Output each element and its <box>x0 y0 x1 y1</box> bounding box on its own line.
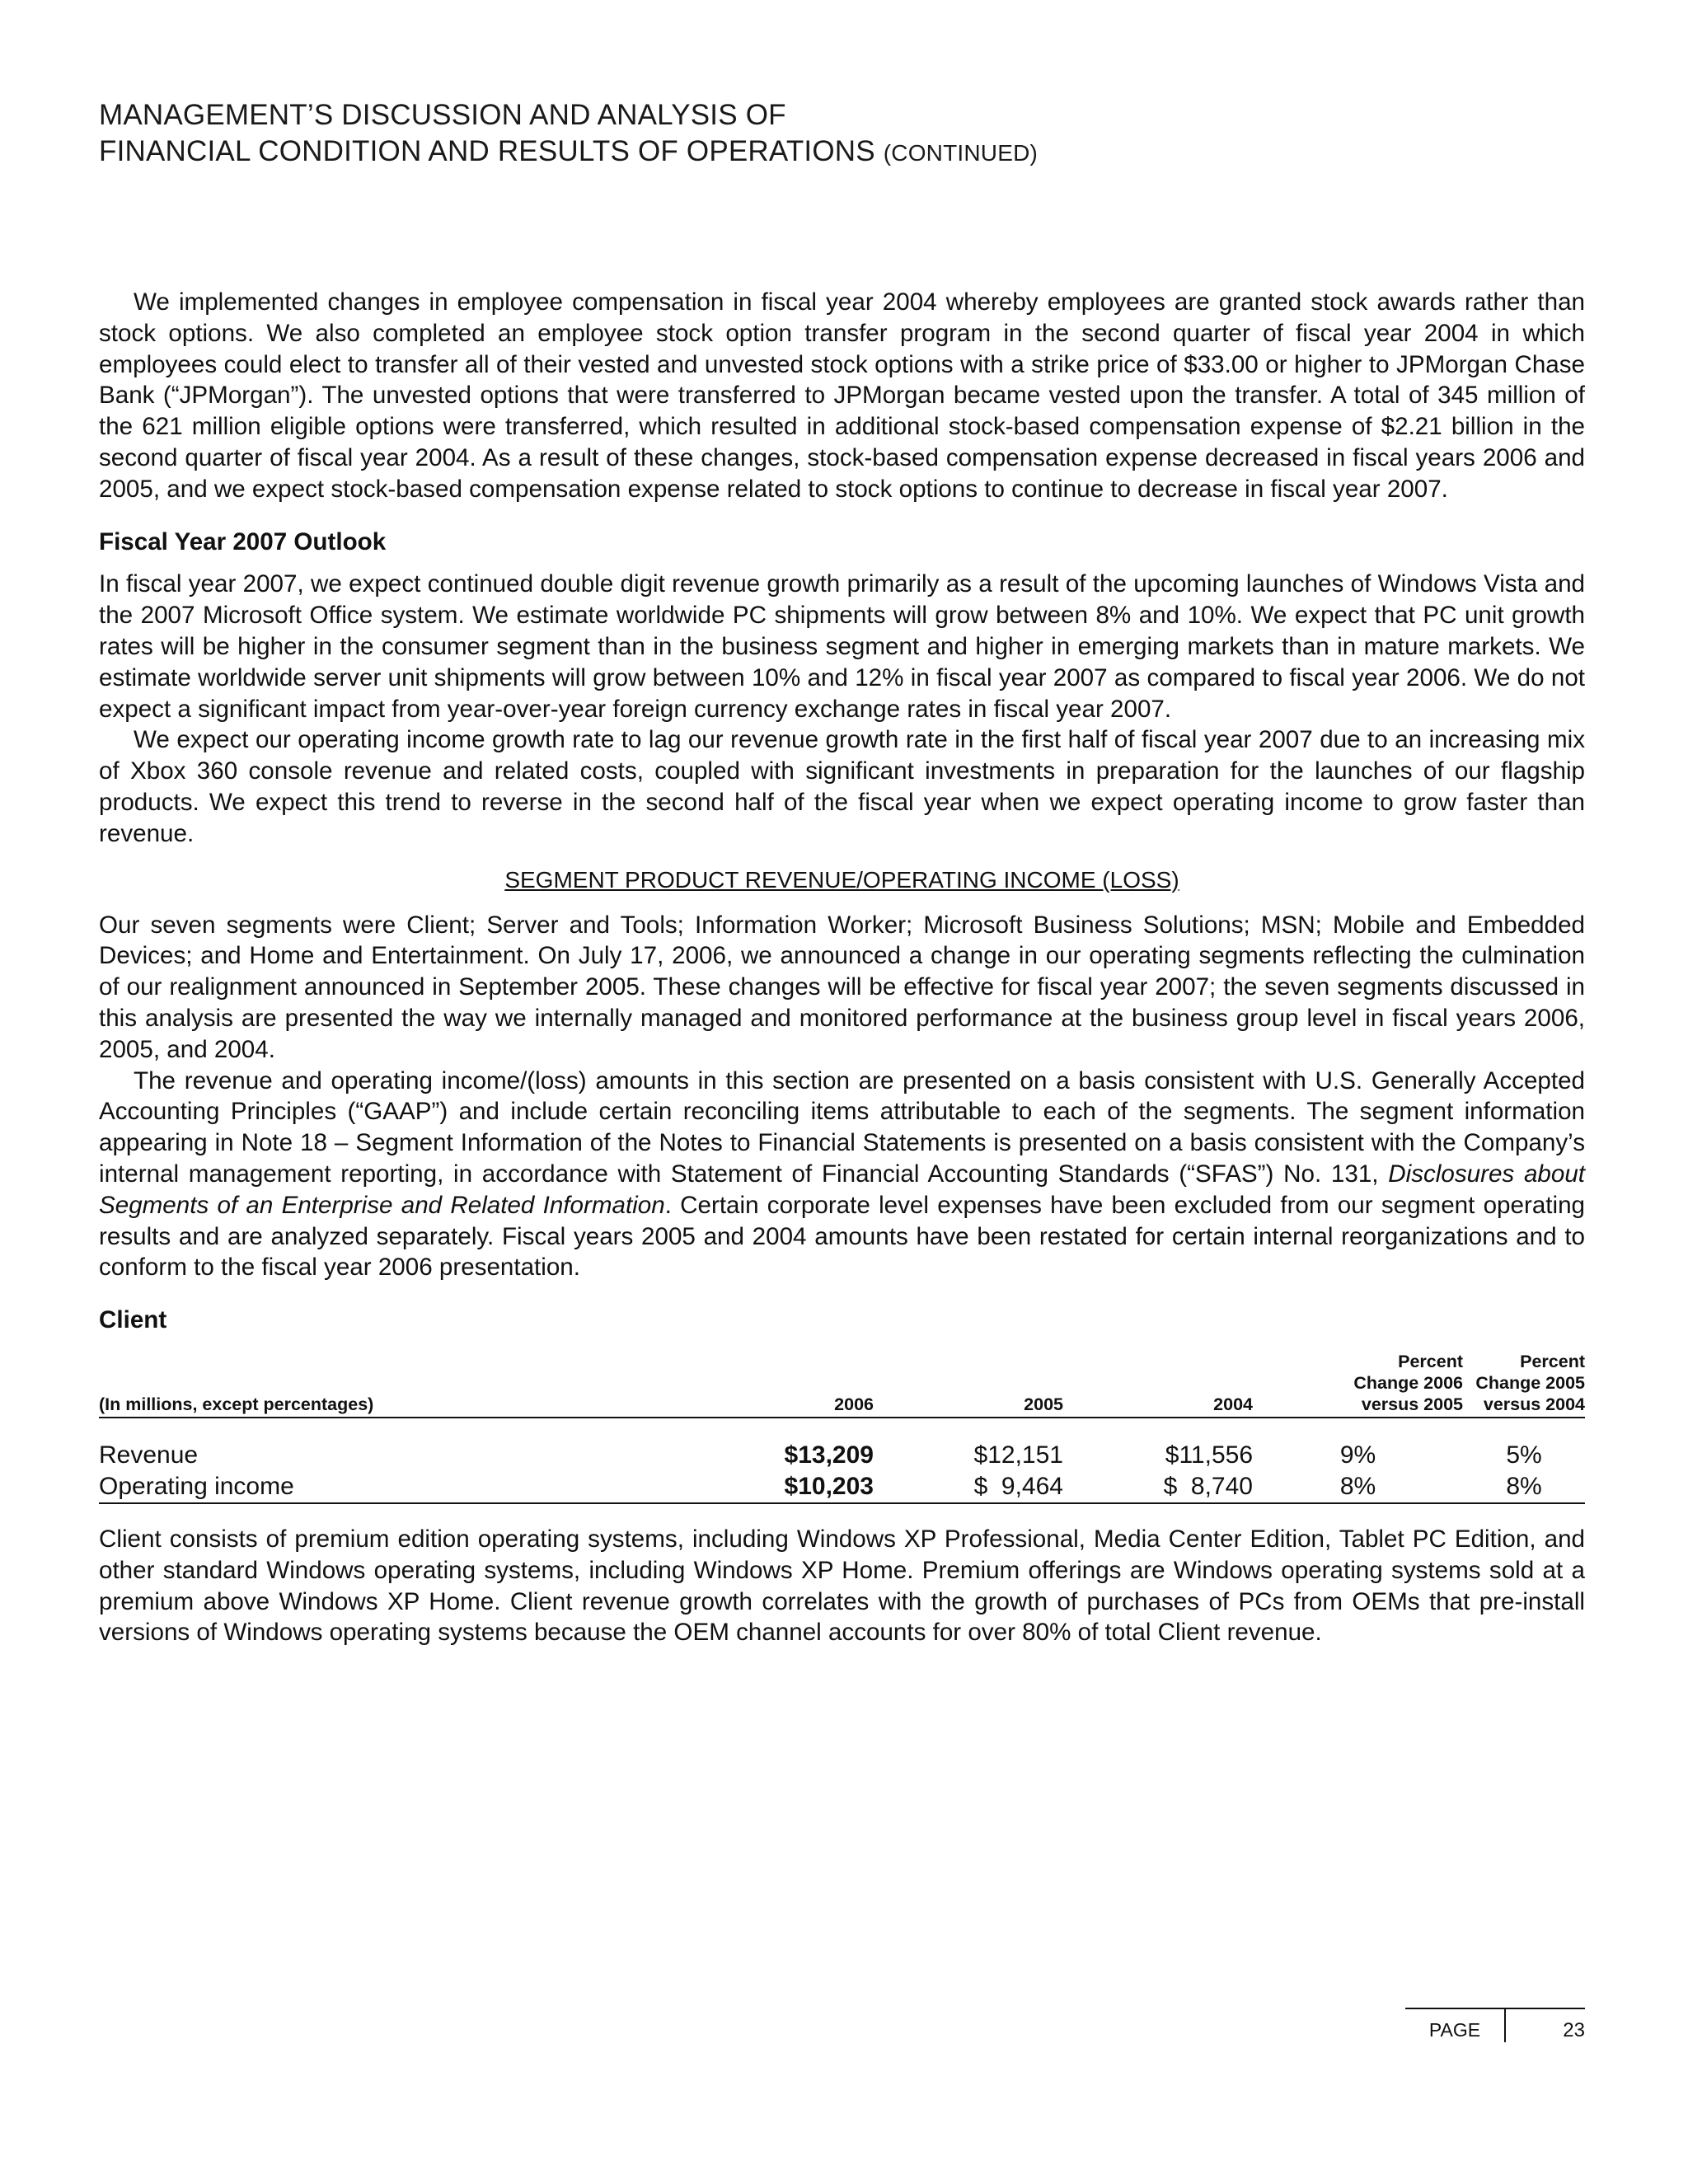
client-heading: Client <box>99 1306 167 1334</box>
row-label: Revenue <box>99 1441 199 1469</box>
table-row <box>99 1471 1585 1503</box>
pct-change-2: 5% <box>1506 1441 1542 1469</box>
row-label: Operating income <box>99 1471 692 1503</box>
value-2005: $ 9,464 <box>874 1471 1063 1503</box>
pct-change-2006-header: Percent Change 2006 versus 2005 <box>1253 1351 1463 1418</box>
segment-paragraph-1: Our seven segments were Client; Server and Tools; Information Worker; Microsoft Business Solutions; MSN; Mobile and Embedded Devices; and Home and Entertainment. On July 17, 2006, we announced a change in our operating segments reflecting the culmination of our realignment announced in September 2005. These changes will be effective for fiscal year 2007; the seven segments discussed in this analysis are presented the way we internally managed and monitored performance at the business group level in fiscal years 2006, 2005, and 2004. <box>99 911 1585 1063</box>
intro-paragraph: We implemented changes in employee compensation in fiscal year 2004 whereby employees are granted stock awards rather than stock options. We also completed an employee stock option transfer program in the second quarter of fiscal year 2004 in which employees could elect to transfer all of their vested and unvested stock options with a strike price of $33.00 or higher to JPMorgan Chase Bank (“JPMorgan”). The unvested options that were transferred to JPMorgan became vested upon the transfer. A total of 345 million of the 621 million eligible options were transferred, which resulted in additional stock-based compensation expense of $2.21 billion in the second quarter of fiscal year 2004. As a result of these changes, stock-based compensation expense decreased in fiscal years 2006 and 2005, and we expect stock-based compensation expense related to stock options to continue to decrease in fiscal year 2007. <box>99 288 1585 503</box>
page-label: PAGE <box>1428 2019 1481 2041</box>
sfas-title: Disclosures about Segments of an Enterprise and Related Information <box>99 1160 1586 1219</box>
col-2004-header: 2004 <box>1063 1351 1253 1418</box>
value-2004: $11,556 <box>1165 1441 1253 1469</box>
header-continued: (CONTINUED) <box>883 140 1039 166</box>
outlook-paragraph-1: In fiscal year 2007, we expect continued double digit revenue growth primarily as a result of the upcoming launches of Windows Vista and the 2007 Microsoft Office system. We estimate worldwide PC shipments will grow between 8% and 10%. We expect that PC unit growth rates will be higher in the consumer segment than in the business segment and higher in emerging markets than in mature markets. We estimate worldwide server unit shipments will grow between 10% and 12% in fiscal year 2007 as compared to fiscal year 2006. We do not expect a significant impact from year-over-year foreign currency exchange rates in fiscal year 2007. <box>99 570 1585 723</box>
client-table <box>99 1351 1585 1504</box>
value-2006: $13,209 <box>784 1441 874 1469</box>
table-label-header: (In millions, except percentages) <box>99 1351 692 1418</box>
document-body <box>99 287 1585 1648</box>
pct-change-1: 9% <box>1339 1441 1376 1469</box>
table-header-row <box>99 1351 1585 1418</box>
pct-change-2: 8% <box>1463 1471 1585 1503</box>
segment-paragraph-2-a: The revenue and operating income/(loss) amounts in this section are presented on a basis consistent with U.S. Generally Accepted Accounting Principles (“GAAP”) and include certain reconciling items attributable to each of the segments. The segment information appearing in Note 18 – Segment Information of the Notes to Financial Statements is presented on a basis consistent with the Company’s internal management reporting, in accordance with Statement of Financial Accounting Standards (“SFAS”) No. 131, <box>99 1066 1585 1188</box>
outlook-heading: Fiscal Year 2007 Outlook <box>99 527 387 555</box>
segment-paragraph-2-b: . Certain corporate level expenses have been excluded from our segment operating results and are analyzed separately. Fiscal years 2005 and 2004 amounts have been restated for certain internal reorganizations and to conform to the fiscal year 2006 presentation. <box>99 1191 1585 1282</box>
outlook-paragraph-2: We expect our operating income growth rate to lag our revenue growth rate in the first half of fiscal year 2007 due to an increasing mix of Xbox 360 console revenue and related costs, coupled with significant investments in preparation for the launches of our flagship products. We expect this trend to reverse in the second half of the fiscal year when we expect operating income to grow faster than revenue. <box>99 726 1585 847</box>
page-footer <box>1405 2008 1585 2049</box>
value-2006: $10,203 <box>692 1471 874 1503</box>
value-2004: $ 8,740 <box>1063 1471 1253 1503</box>
col-2005-header: 2005 <box>874 1351 1063 1418</box>
segment-paragraph-2 <box>99 1066 1585 1284</box>
col-2006-header: 2006 <box>692 1351 874 1418</box>
page-header <box>99 97 1585 171</box>
client-paragraph: Client consists of premium edition operating systems, including Windows XP Professional, Media Center Edition, Tablet PC Edition, and other standard Windows operating systems, including Windows XP Home. Premium offerings are Windows operating systems sold at a premium above Windows XP Home. Client revenue growth correlates with the growth of purchases of PCs from OEMs that pre-install versions of Windows operating systems because the OEM channel accounts for over 80% of total Client revenue. <box>99 1525 1585 1647</box>
pct-change-1: 8% <box>1253 1471 1463 1503</box>
value-2005: $12,151 <box>973 1441 1063 1469</box>
segment-heading: SEGMENT PRODUCT REVENUE/OPERATING INCOME (LOSS) <box>504 866 1179 893</box>
header-line-1: MANAGEMENT’S DISCUSSION AND ANALYSIS OF <box>99 99 786 131</box>
pct-change-2005-header: Percent Change 2005 versus 2004 <box>1463 1351 1585 1418</box>
header-line-2 <box>99 134 1585 171</box>
table-row <box>99 1440 1585 1471</box>
page-number: 23 <box>1563 2019 1585 2041</box>
header-line-2-text: FINANCIAL CONDITION AND RESULTS OF OPERATIONS <box>99 135 875 167</box>
